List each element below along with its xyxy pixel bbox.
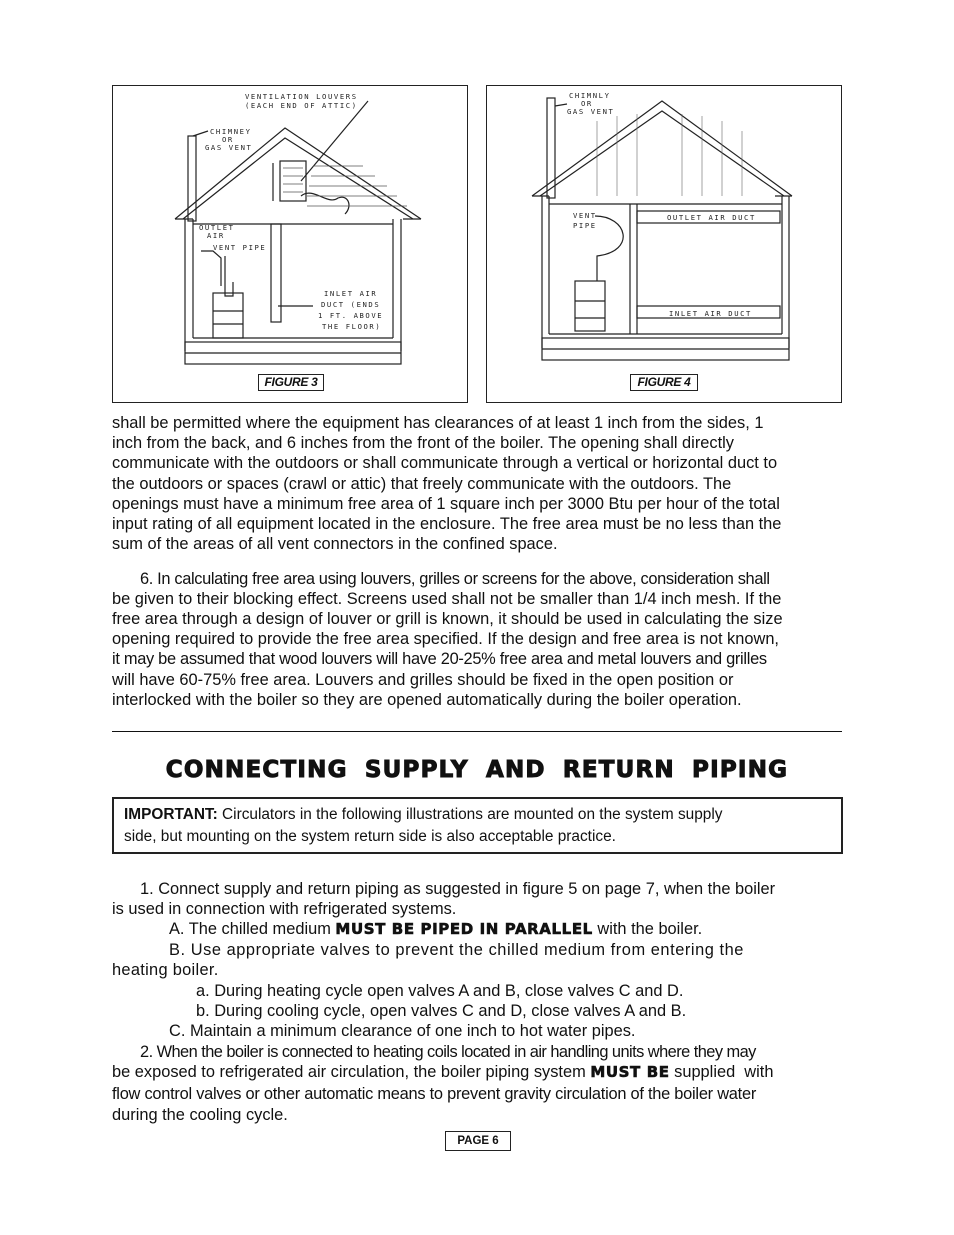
fig4-label-inlet-duct: INLET AIR DUCT [669, 309, 752, 318]
fig3-label-inlet4: THE FLOOR) [322, 322, 382, 331]
paragraph-line: interlocked with the boiler so they are opened automatically during the boiler operation. [112, 691, 742, 709]
paragraph-line: it may be assumed that wood louvers will have 20-25% free area and metal louvers and grilles [112, 650, 767, 668]
fig3-label-louvers1: VENTILATION LOUVERS [245, 92, 358, 101]
figure-3 [112, 85, 468, 403]
step-2-pre: be exposed to refrigerated air circulation, the boiler piping system [112, 1063, 591, 1081]
fig4-label-chimney3: GAS VENT [567, 107, 615, 116]
important-label: IMPORTANT: [124, 806, 218, 823]
paragraph-line: be given to their blocking effect. Screens used shall not be smaller than 1/4 inch mesh. If the [112, 590, 782, 608]
step-1a-post: with the boiler. [592, 920, 703, 938]
fig3-label-inlet1: INLET AIR [324, 289, 378, 298]
step-1c: C. Maintain a minimum clearance of one inch to hot water pipes. [169, 1022, 636, 1040]
step-1-line-2: is used in connection with refrigerated systems. [112, 900, 457, 918]
fig4-label-vent1: VENT [573, 211, 597, 220]
section-divider [112, 731, 842, 732]
figure-4-drawing [487, 86, 841, 402]
step-2-line-3: flow control valves or other automatic means to prevent gravity circulation of the boiler water [112, 1085, 757, 1103]
fig3-label-louvers2: (EACH END OF ATTIC) [245, 101, 358, 110]
paragraph-line: 6. In calculating free area using louvers, grilles or screens for the above, consideration shall [140, 570, 770, 588]
fig4-label-chimney2: OR [581, 99, 593, 108]
paragraph-line: openings must have a minimum free area of 1 square inch per 3000 Btu per hour of the total [112, 495, 780, 513]
paragraph-line: input rating of all equipment located in the enclosure. The free area must be no less than the [112, 515, 782, 533]
fig3-label-inlet3: 1 FT. ABOVE [318, 311, 384, 320]
figure-3-caption-text: FIGURE 3 [264, 375, 318, 389]
paragraph-line: sum of the areas of all vent connectors in the confined space. [112, 535, 558, 553]
fig3-label-outlet2: AIR [207, 231, 225, 240]
step-2-post: supplied with [669, 1063, 774, 1081]
step-1a-emphasis: MUST BE PIPED IN PARALLEL [335, 920, 593, 938]
fig3-label-outlet1: OUTLET [199, 223, 235, 232]
important-text-2: side, but mounting on the system return side is also acceptable practice. [124, 827, 616, 845]
fig4-label-outlet-duct: OUTLET AIR DUCT [667, 213, 756, 222]
section-heading: CONNECTING SUPPLY AND RETURN PIPING [165, 757, 789, 783]
step-2-line-4: during the cooling cycle. [112, 1106, 288, 1124]
fig3-label-ventpipe: VENT PIPE [213, 243, 267, 252]
fig3-label-chimney3: GAS VENT [205, 143, 253, 152]
step-1b-a: a. During heating cycle open valves A and B, close valves C and D. [196, 982, 684, 1000]
step-1-line-1: 1. Connect supply and return piping as suggested in figure 5 on page 7, when the boiler [140, 880, 776, 898]
step-2-line-1: 2. When the boiler is connected to heating coils located in air handling units where they may [140, 1043, 756, 1061]
step-2-emphasis: MUST BE [590, 1063, 670, 1081]
step-2-line-2 [112, 1062, 773, 1082]
paragraph-line: shall be permitted where the equipment has clearances of at least 1 inch from the sides, 1 [112, 414, 764, 432]
figure-4-caption-text: FIGURE 4 [637, 375, 691, 389]
step-1a-pre: A. The chilled medium [169, 920, 336, 938]
paragraph-line: opening required to provide the free area specified. If the design and free area is not known, [112, 630, 779, 648]
important-text-1: Circulators in the following illustrations are mounted on the system supply [217, 806, 723, 823]
step-1b-b: b. During cooling cycle, open valves C and D, close valves A and B. [196, 1002, 687, 1020]
step-1b-line-2: heating boiler. [112, 961, 219, 979]
page-number: PAGE 6 [445, 1131, 511, 1151]
fig4-label-vent2: PIPE [573, 221, 597, 230]
important-notice [112, 797, 843, 854]
fig4-label-chimney1: CHIMNLY [569, 91, 611, 100]
fig3-label-chimney2: OR [222, 135, 234, 144]
figure-3-caption [258, 374, 324, 391]
step-1a [169, 919, 702, 939]
paragraph-line: communicate with the outdoors or shall communicate through a vertical or horizontal duct to [112, 454, 778, 472]
paragraph-line: the outdoors or spaces (crawl or attic) that freely communicate with the outdoors. The [112, 475, 732, 493]
figure-4-caption [630, 374, 698, 391]
step-1b-line-1: B. Use appropriate valves to prevent the chilled medium from entering the [169, 941, 744, 959]
fig3-label-chimney1: CHIMNEY [210, 127, 252, 136]
figure-4 [486, 85, 842, 403]
paragraph-line: will have 60-75% free area. Louvers and grilles should be fixed in the open position or [112, 671, 734, 689]
paragraph-line: inch from the back, and 6 inches from the front of the boiler. The opening shall directly [112, 434, 734, 452]
figure-3-drawing [113, 86, 467, 402]
fig3-label-inlet2: DUCT (ENDS [321, 300, 381, 309]
paragraph-line: free area through a design of louver or grill is known, it should be used in calculating the size [112, 610, 783, 628]
